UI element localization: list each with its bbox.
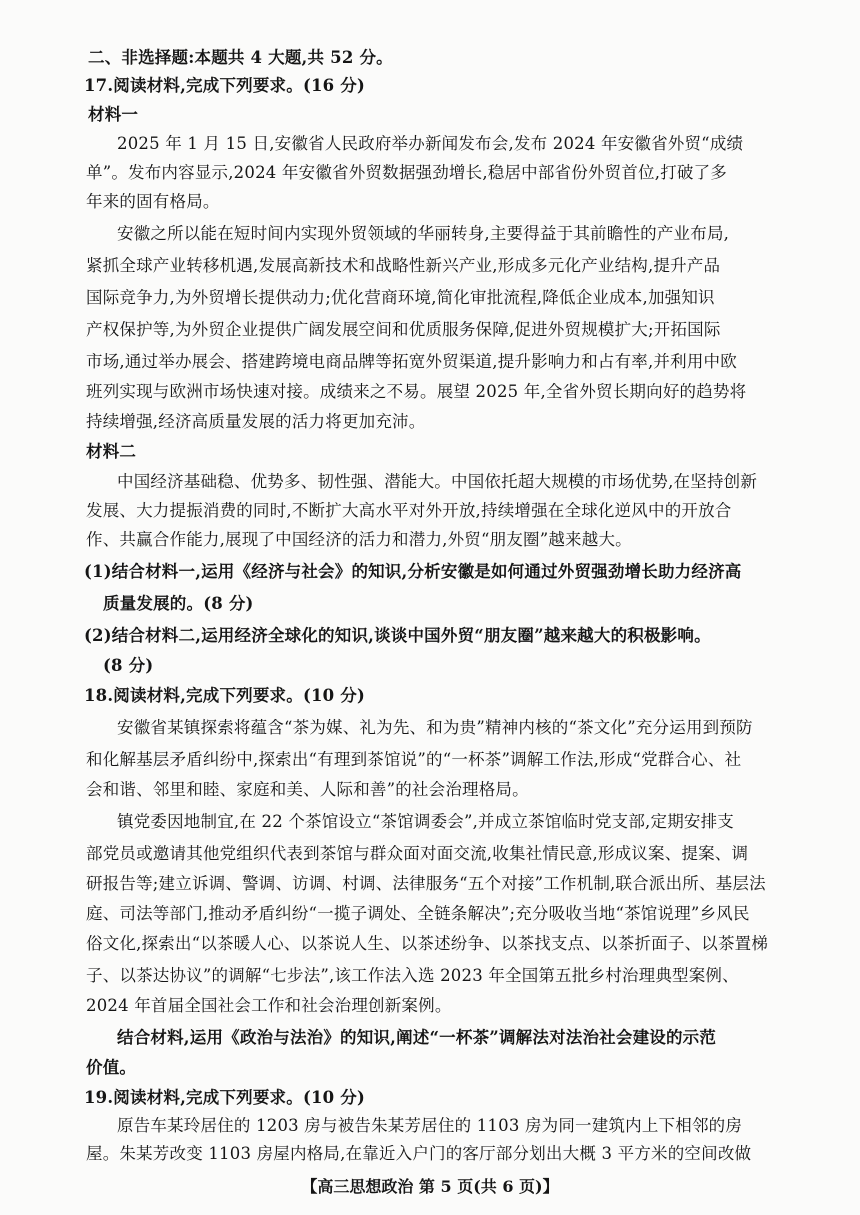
q19-para-line: 原告车某玲居住的 1203 房与被告朱某芳居住的 1103 房为同一建筑内上下相邻的房 bbox=[117, 1116, 743, 1135]
q17-material2-line: 中国经济基础稳、优势多、韧性强、潜能大。中国依托超大规模的市场优势,在坚持创新 bbox=[117, 472, 758, 491]
q18-para1-line: 和化解基层矛盾纠纷中,探索出“有理到茶馆说”的“一杯茶”调解工作法,形成“党群合心、社 bbox=[86, 750, 742, 769]
section-title: 二、非选择题:本题共 4 大题,共 52 分。 bbox=[88, 48, 393, 67]
q17-sub1: (1)结合材料一,运用《经济与社会》的知识,分析安徽是如何通过外贸强劲增长助力经济高 bbox=[84, 562, 742, 581]
q18-para2-line: 庭、司法等部门,推动矛盾纠纷“一揽子调处、全链条解决”;充分吸收当地“茶馆说理”乡风民 bbox=[86, 904, 750, 923]
q18-header: 18.阅读材料,完成下列要求。(10 分) bbox=[84, 686, 365, 705]
q18-para1-line: 安徽省某镇探索将蕴含“茶为媒、礼为先、和为贵”精神内核的“茶文化”充分运用到预防 bbox=[117, 718, 753, 737]
q17-material2-label: 材料二 bbox=[86, 442, 137, 461]
q17-sub2: (2)结合材料二,运用经济全球化的知识,谈谈中国外贸“朋友圈”越来越大的积极影响。 bbox=[84, 626, 711, 645]
q17-material1-line: 国际竞争力,为外贸增长提供动力;优化营商环境,简化审批流程,降低企业成本,加强知识 bbox=[86, 288, 715, 307]
q18-para2-line: 镇党委因地制宜,在 22 个茶馆设立“茶馆调委会”,并成立茶馆临时党支部,定期安排支 bbox=[117, 812, 734, 831]
q17-sub2: (8 分) bbox=[103, 656, 154, 675]
q18-task: 价值。 bbox=[86, 1058, 137, 1077]
q17-material2-line: 发展、大力提振消费的同时,不断扩大高水平对外开放,持续增强在全球化逆风中的开放合 bbox=[86, 501, 732, 520]
page-footer: 【高三思想政治 第 5 页(共 6 页)】 bbox=[301, 1177, 559, 1196]
q17-material1-line: 产权保护等,为外贸企业提供广阔发展空间和优质服务保障,促进外贸规模扩大;开拓国际 bbox=[86, 320, 721, 339]
q18-para2-line: 子、以茶达协议”的调解“七步法”,该工作法入选 2023 年全国第五批乡村治理典型案例、 bbox=[86, 966, 739, 985]
q17-material1-line: 紧抓全球产业转移机遇,发展高新技术和战略性新兴产业,形成多元化产业结构,提升产品 bbox=[86, 256, 721, 275]
q17-material1-label: 材料一 bbox=[88, 105, 139, 124]
q19-para-line: 屋。朱某芳改变 1103 房屋内格局,在靠近入户门的客厅部分划出大概 3 平方米的空间改做 bbox=[86, 1144, 752, 1163]
q17-material1-line: 持续增强,经济高质量发展的活力将更加充沛。 bbox=[86, 412, 426, 431]
q17-material1-line: 年来的固有格局。 bbox=[86, 192, 220, 211]
q17-sub1: 质量发展的。(8 分) bbox=[103, 594, 254, 613]
q18-para2-line: 俗文化,探索出“以茶暖人心、以茶说人生、以茶述纷争、以茶找支点、以茶折面子、以茶置梯 bbox=[86, 934, 769, 953]
q17-material1-line: 安徽之所以能在短时间内实现外贸领域的华丽转身,主要得益于其前瞻性的产业布局, bbox=[117, 224, 730, 243]
q17-material1-line: 班列实现与欧洲市场快速对接。成绩来之不易。展望 2025 年,全省外贸长期向好的趋势将 bbox=[86, 382, 747, 401]
q18-para1-line: 会和谐、邻里和睦、家庭和美、人际和善”的社会治理格局。 bbox=[86, 780, 529, 799]
q19-header: 19.阅读材料,完成下列要求。(10 分) bbox=[84, 1088, 365, 1107]
q18-task: 结合材料,运用《政治与法治》的知识,阐述“一杯茶”调解法对法治社会建设的示范 bbox=[117, 1028, 717, 1047]
q17-header: 17.阅读材料,完成下列要求。(16 分) bbox=[84, 76, 365, 95]
q18-para2-line: 部党员或邀请其他党组织代表到茶馆与群众面对面交流,收集社情民意,形成议案、提案、调 bbox=[86, 844, 749, 863]
q17-material2-line: 作、共赢合作能力,展现了中国经济的活力和潜力,外贸“朋友圈”越来越大。 bbox=[86, 530, 632, 549]
q18-para2-line: 研报告等;建立诉调、警调、访调、村调、法律服务“五个对接”工作机制,联合派出所、基层法 bbox=[86, 874, 766, 893]
q17-material1-line: 2025 年 1 月 15 日,安徽省人民政府举办新闻发布会,发布 2024 年安徽省外贸“成绩 bbox=[117, 134, 744, 153]
q18-para2-line: 2024 年首届全国社会工作和社会治理创新案例。 bbox=[86, 996, 452, 1015]
q17-material1-line: 市场,通过举办展会、搭建跨境电商品牌等拓宽外贸渠道,提升影响力和占有率,并利用中欧 bbox=[86, 352, 737, 371]
q17-material1-line: 单”。发布内容显示,2024 年安徽省外贸数据强劲增长,稳居中部省份外贸首位,打破了多 bbox=[86, 163, 728, 182]
